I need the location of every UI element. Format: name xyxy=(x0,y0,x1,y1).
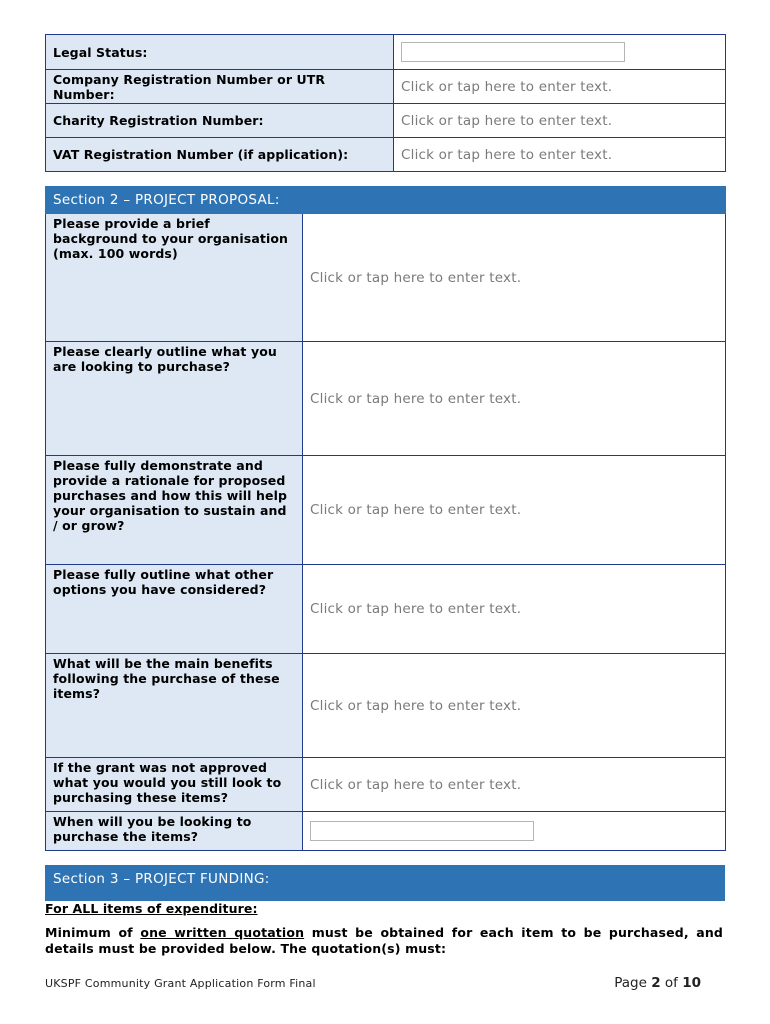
grant-not-approved-field[interactable]: Click or tap here to enter text. xyxy=(303,758,726,812)
benefits-question: What will be the main benefits following the purchase of these items? xyxy=(46,654,303,758)
table-row xyxy=(46,812,726,851)
table-row xyxy=(46,565,726,654)
purchase-timing-input[interactable] xyxy=(310,821,534,841)
options-field[interactable]: Click or tap here to enter text. xyxy=(303,565,726,654)
table-row xyxy=(46,654,726,758)
table-row xyxy=(46,70,726,104)
company-registration-label: Company Registration Number or UTR Number: xyxy=(46,70,394,104)
legal-status-input[interactable] xyxy=(401,42,625,62)
table-row xyxy=(46,214,726,342)
paragraph-text: must be obtained for each item to be purchased, and details must be provided below. The quotation(s) must: xyxy=(45,925,724,956)
section-3-header: Section 3 – PROJECT FUNDING: xyxy=(45,865,725,901)
footer-document-title: UKSPF Community Grant Application Form Final xyxy=(45,977,316,990)
table-row xyxy=(46,138,726,172)
legal-status-field[interactable] xyxy=(394,35,726,70)
section-2-header: Section 2 – PROJECT PROPOSAL: xyxy=(46,187,726,214)
paragraph-underlined-text: one written quotation xyxy=(140,925,305,940)
page-prefix: Page xyxy=(614,975,652,991)
rationale-field[interactable]: Click or tap here to enter text. xyxy=(303,456,726,565)
purchase-timing-field[interactable] xyxy=(303,812,726,851)
vat-registration-label: VAT Registration Number (if application): xyxy=(46,138,394,172)
background-field[interactable]: Click or tap here to enter text. xyxy=(303,214,726,342)
table-row xyxy=(46,104,726,138)
total-pages: 10 xyxy=(682,975,701,991)
background-question: Please provide a brief background to your organisation (max. 100 words) xyxy=(46,214,303,342)
purchase-timing-question: When will you be looking to purchase the items? xyxy=(46,812,303,851)
benefits-field[interactable]: Click or tap here to enter text. xyxy=(303,654,726,758)
rationale-question: Please fully demonstrate and provide a rationale for proposed purchases and how this will help your organisation to sustain and / or grow? xyxy=(46,456,303,565)
purchase-question: Please clearly outline what you are looking to purchase? xyxy=(46,342,303,456)
table-row xyxy=(46,758,726,812)
options-question: Please fully outline what other options you have considered? xyxy=(46,565,303,654)
quotation-paragraph xyxy=(45,925,723,957)
expenditure-subheading: For ALL items of expenditure: xyxy=(45,901,258,916)
project-proposal-table xyxy=(45,186,726,851)
charity-registration-field[interactable]: Click or tap here to enter text. xyxy=(394,104,726,138)
grant-not-approved-question: If the grant was not approved what you would you still look to purchasing these items? xyxy=(46,758,303,812)
page-number xyxy=(614,975,701,991)
table-row xyxy=(46,35,726,70)
current-page: 2 xyxy=(651,975,661,991)
vat-registration-field[interactable]: Click or tap here to enter text. xyxy=(394,138,726,172)
legal-status-label: Legal Status: xyxy=(46,35,394,70)
table-row xyxy=(46,342,726,456)
table-row xyxy=(46,456,726,565)
company-registration-field[interactable]: Click or tap here to enter text. xyxy=(394,70,726,104)
page-mid: of xyxy=(660,975,683,991)
organisation-details-table xyxy=(45,34,726,172)
paragraph-text: Minimum of xyxy=(45,925,141,940)
purchase-field[interactable]: Click or tap here to enter text. xyxy=(303,342,726,456)
charity-registration-label: Charity Registration Number: xyxy=(46,104,394,138)
